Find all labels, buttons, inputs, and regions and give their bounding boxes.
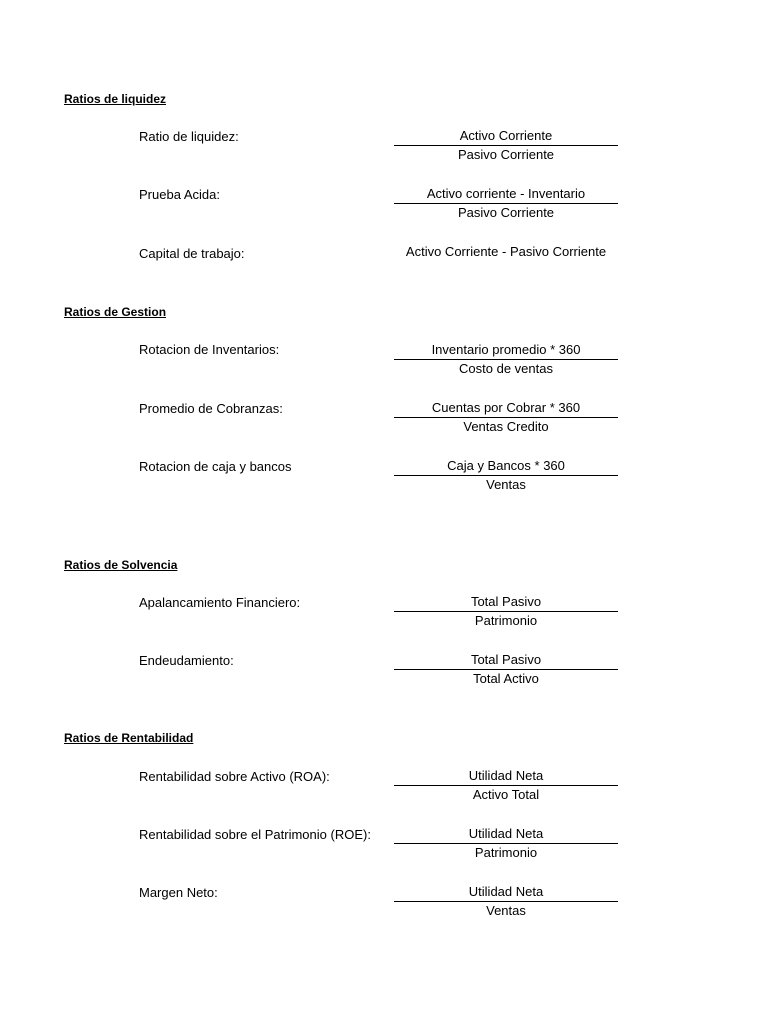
ratio-formula-rotacion-caja [394, 458, 618, 492]
formula-numerator: Caja y Bancos * 360 [394, 458, 618, 476]
ratio-formula-capital-trabajo: Activo Corriente - Pasivo Corriente [405, 244, 607, 259]
ratio-label-capital-trabajo: Capital de trabajo: [139, 246, 245, 261]
ratio-formula-endeudamiento [394, 652, 618, 686]
formula-denominator: Pasivo Corriente [457, 147, 555, 162]
ratio-formula-roa [394, 768, 618, 802]
ratio-label-rotacion-inventarios: Rotacion de Inventarios: [139, 342, 280, 357]
ratio-label-margen-neto: Margen Neto: [139, 885, 218, 900]
formula-denominator: Patrimonio [474, 845, 538, 860]
ratio-label-roe: Rentabilidad sobre el Patrimonio (ROE): [139, 827, 371, 842]
formula-denominator: Pasivo Corriente [457, 205, 555, 220]
section-heading-gestion: Ratios de Gestion [64, 305, 167, 319]
ratio-label-apalancamiento: Apalancamiento Financiero: [139, 595, 301, 610]
formula-numerator: Total Pasivo [394, 652, 618, 670]
ratio-label-promedio-cobranzas: Promedio de Cobranzas: [139, 401, 283, 416]
ratio-label-endeudamiento: Endeudamiento: [139, 653, 234, 668]
section-heading-rentabilidad: Ratios de Rentabilidad [64, 731, 194, 745]
ratio-label-roa: Rentabilidad sobre Activo (ROA): [139, 769, 330, 784]
ratio-label-liquidez: Ratio de liquidez: [139, 129, 239, 144]
ratio-formula-margen-neto [394, 884, 618, 918]
ratio-formula-apalancamiento [394, 594, 618, 628]
formula-denominator: Total Activo [473, 671, 539, 686]
ratio-formula-roe [394, 826, 618, 860]
section-heading-solvencia: Ratios de Solvencia [64, 558, 178, 572]
section-heading-liquidez: Ratios de liquidez [64, 92, 167, 106]
formula-numerator: Activo Corriente [394, 128, 618, 146]
formula-numerator: Utilidad Neta [394, 826, 618, 844]
formula-numerator: Inventario promedio * 360 [394, 342, 618, 360]
formula-denominator: Costo de ventas [459, 361, 553, 376]
ratio-formula-prueba-acida [394, 186, 618, 220]
formula-numerator: Total Pasivo [394, 594, 618, 612]
formula-denominator: Ventas Credito [463, 419, 549, 434]
ratio-label-rotacion-caja: Rotacion de caja y bancos [139, 459, 292, 474]
formula-numerator: Utilidad Neta [394, 768, 618, 786]
formula-numerator: Activo corriente - Inventario [394, 186, 618, 204]
ratio-formula-promedio-cobranzas [394, 400, 618, 434]
formula-numerator: Cuentas por Cobrar * 360 [394, 400, 618, 418]
formula-numerator: Utilidad Neta [394, 884, 618, 902]
ratio-formula-liquidez [394, 128, 618, 162]
ratio-formula-rotacion-inventarios [394, 342, 618, 376]
formula-denominator: Activo Total [472, 787, 540, 802]
formula-denominator: Patrimonio [474, 613, 538, 628]
ratio-label-prueba-acida: Prueba Acida: [139, 187, 220, 202]
formula-denominator: Ventas [486, 477, 526, 492]
formula-denominator: Ventas [486, 903, 526, 918]
